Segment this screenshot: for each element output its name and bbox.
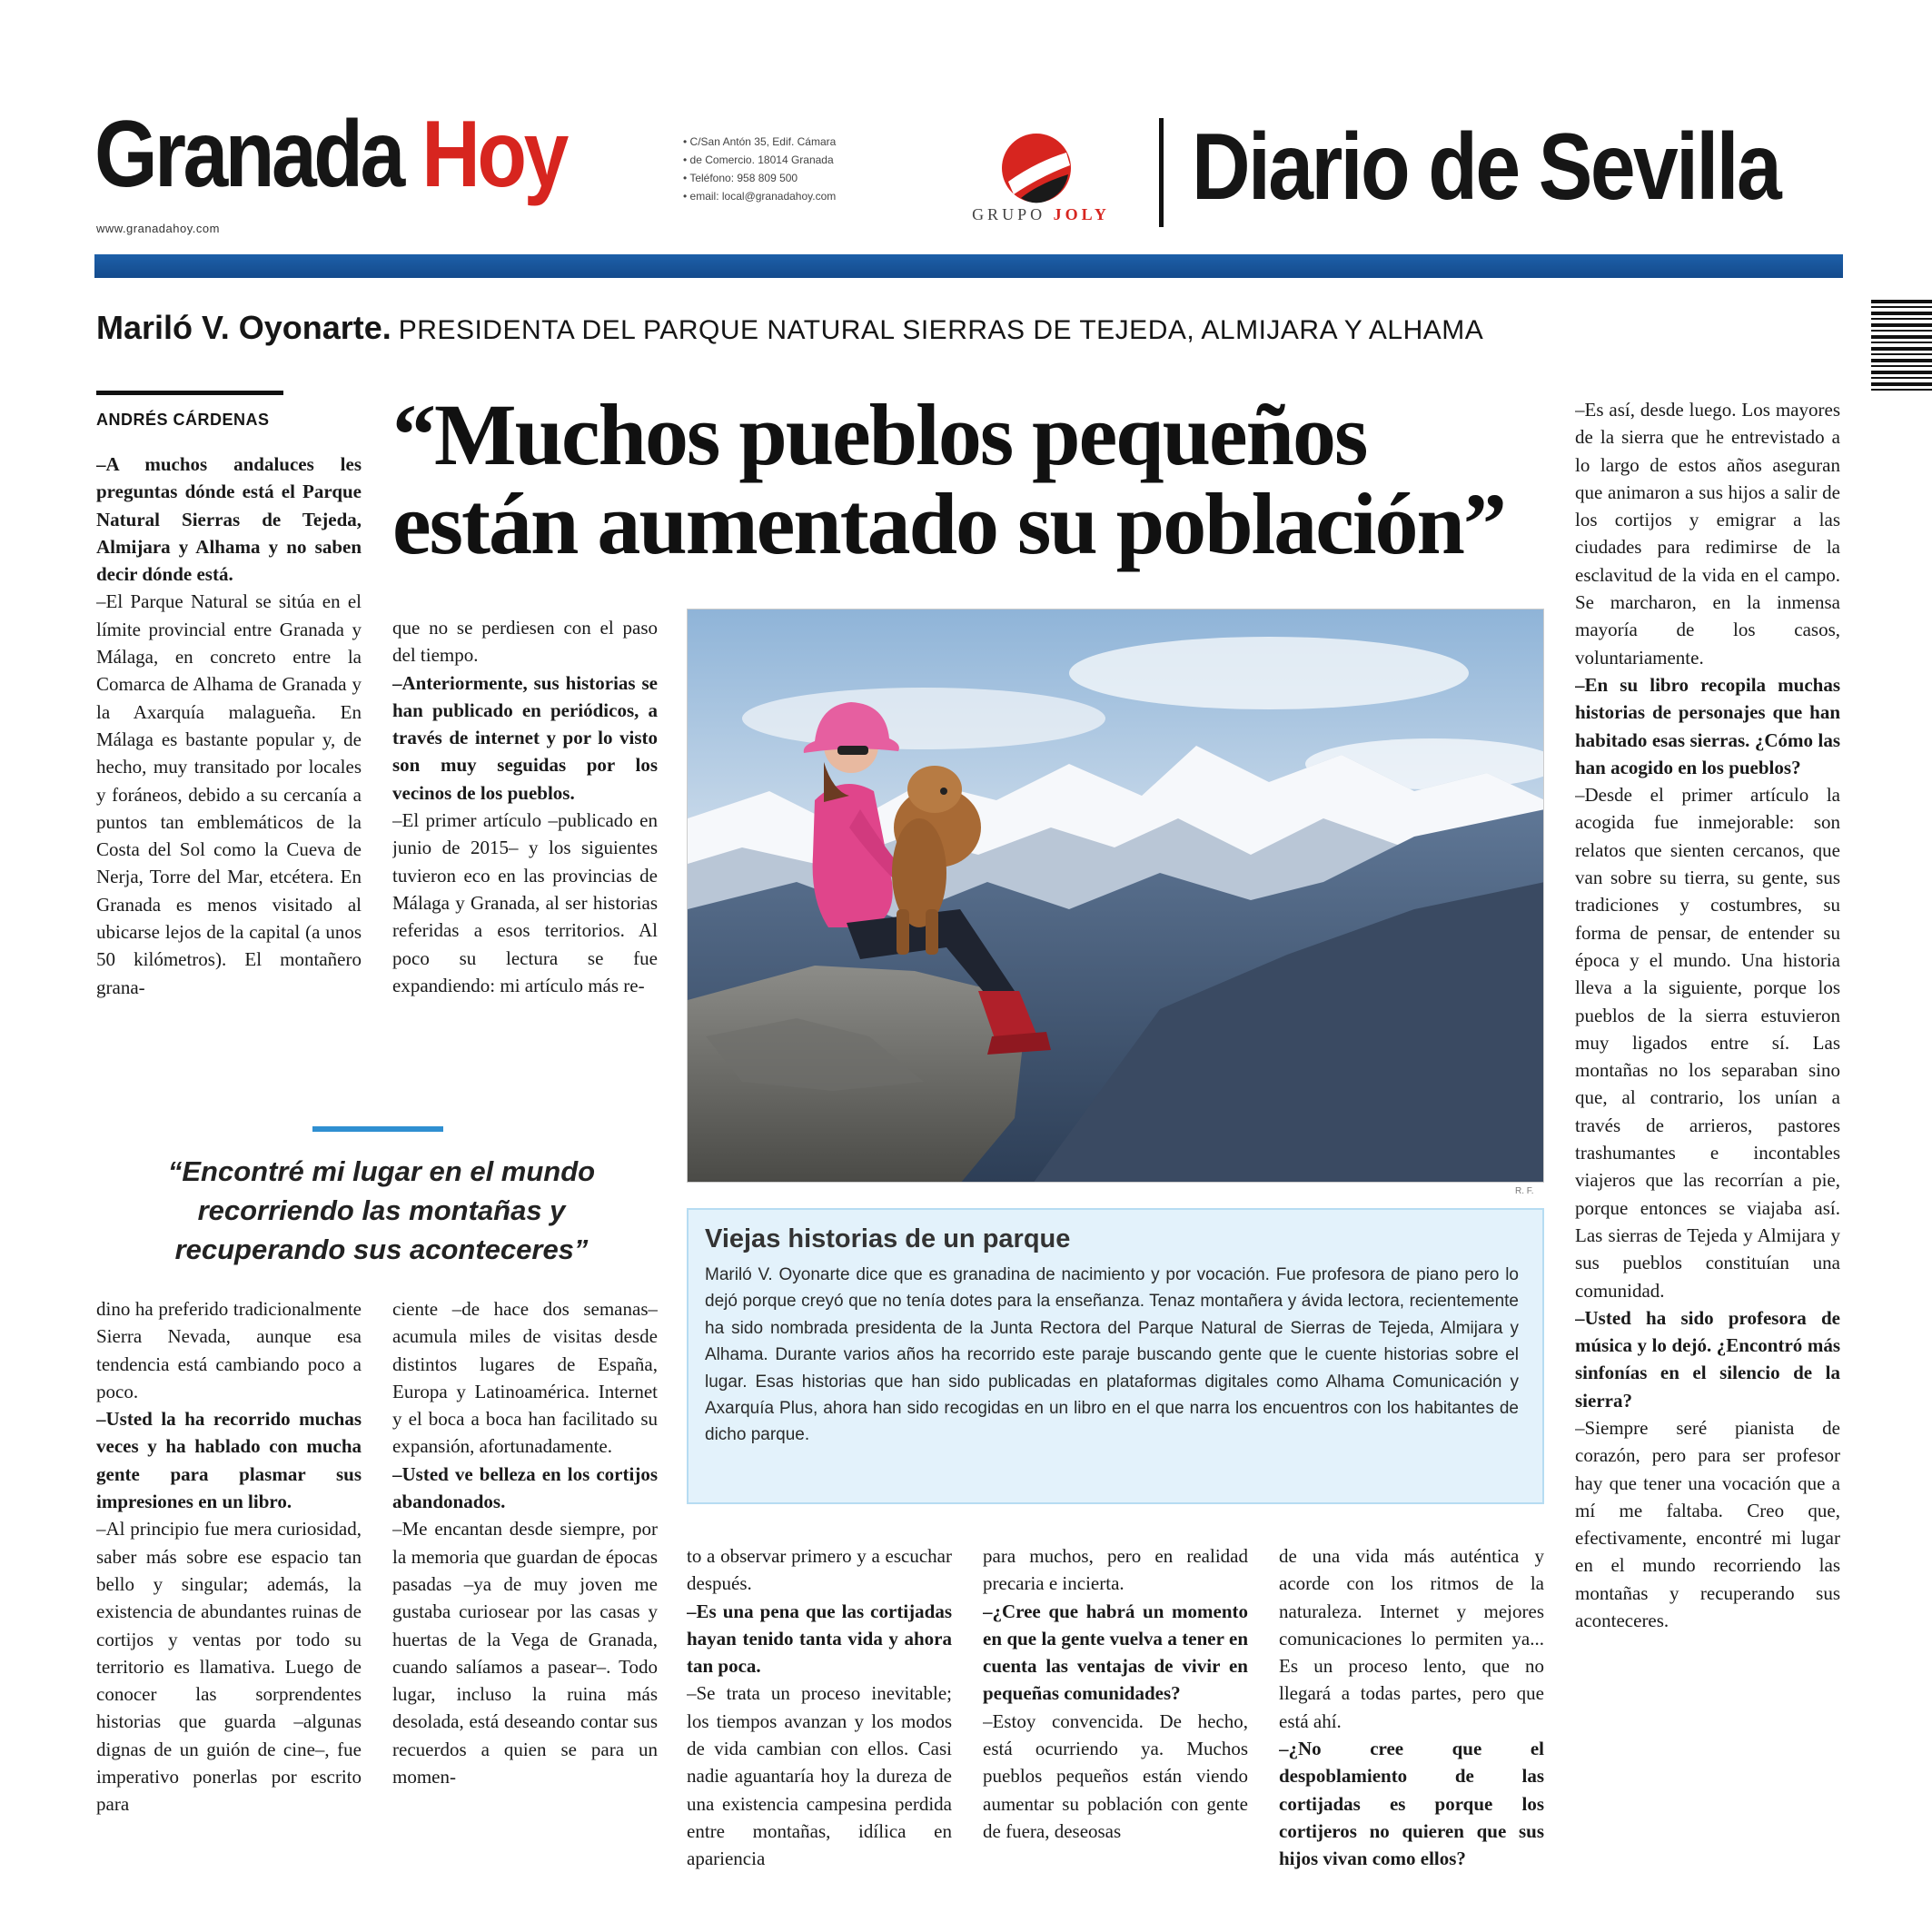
interview-question: –A muchos andaluces les preguntas dónde está el Parque Natural Sierras de Tejeda, Almijara y Alhama y no saben decir dónde está. bbox=[96, 453, 362, 586]
article-column-2-bottom bbox=[392, 1295, 658, 1904]
interview-question: –¿No cree que el despoblamiento de las cortijadas es porque los cortijeros no quieren que sus hijos vivan como ellos? bbox=[1279, 1738, 1544, 1870]
article-photo bbox=[687, 609, 1544, 1183]
address-line: • C/San Antón 35, Edif. Cámara bbox=[683, 133, 910, 151]
sidebar-text: Mariló V. Oyonarte dice que es granadina de nacimiento y por vocación. Fue profesora de piano pero lo dejó porque creyó que no tenía dotes para la enseñanza. Tenaz montañera y ávida lectora, recientemente ha sido nombrada presidenta de la Junta Rectora del Parque Natural de Sierras de Tejeda, Almijara y Alhama. Durante varios años ha recorrido este paraje buscando gente que le cuente historias sobre el lugar. Esas historias que han sido publicadas en plataformas digitales como Alhama Comunicación y Axarquía Plus, ahora han sido recogidas en un libro en el que narra los encuentros con los habitantes de dicho parque. bbox=[705, 1265, 1519, 1445]
photo-credit: R. F. bbox=[1515, 1186, 1534, 1196]
interview-answer: dino ha preferido tradicionalmente Sierra Nevada, aunque esa tendencia está cambiando poco a poco. bbox=[96, 1298, 362, 1402]
headline: “Muchos pueblos pequeños están aumentado su población” bbox=[392, 386, 1505, 572]
interview-answer: –Me encantan desde siempre, por la memoria que guardan de épocas pasadas –ya de muy joven me gustaba curiosear por las casas y huertas de la Vega de Granada, cuando salíamos a pasear–. Todo lugar, incluso la ruina más desolada, está deseando contar sus recuerdos a quien se para un momen- bbox=[392, 1518, 658, 1788]
article-column-5 bbox=[1279, 1542, 1544, 1904]
article-column-3 bbox=[687, 1542, 952, 1904]
interview-question: –Usted ha sido profesora de música y lo dejó. ¿Encontró más sinfonías en el silencio de la sierra? bbox=[1575, 1306, 1840, 1412]
article-column-1-top bbox=[96, 451, 362, 1105]
newspaper-contact-info bbox=[683, 133, 910, 205]
interview-question: –¿Cree que habrá un momento en que la gente vuelva a tener en cuenta las ventajas de vivir en pequeñas comunidades? bbox=[983, 1600, 1248, 1705]
pullquote-rule bbox=[312, 1126, 443, 1132]
sidebar-box bbox=[687, 1208, 1544, 1504]
address-line: • de Comercio. 18014 Granada bbox=[683, 151, 910, 169]
interview-answer: to a observar primero y a escuchar después. bbox=[687, 1545, 952, 1595]
interview-answer: –El Parque Natural se sitúa en el límite provincial entre Granada y Málaga, en concreto entre la Comarca de Alhama de Granada y la Axarquía malagueña. En Málaga es bastante popular y, de hecho, muy transitado por locales y foráneos, debido a su cercanía a puntos tan emblemáticos de la Costa del Sol como la Cueva de Nerja, Torre del Mar, etcétera. En Granada es menos visitado al ubicarse lejos de la capital (a unos 50 kilómetros). El montañero grana- bbox=[96, 590, 362, 998]
interview-answer: –Es así, desde luego. Los mayores de la sierra que he entrevistado a lo largo de estos años aseguran que animaron a sus hijos a salir de los cortijos y emigrar a las ciudades para redimirse de la esclavitud de la vida en el campo. Se marcharon, en la inmensa mayoría de los casos, voluntariamente. bbox=[1575, 399, 1840, 669]
article-column-4 bbox=[983, 1542, 1248, 1904]
interview-question: –En su libro recopila muchas historias de personajes que han habitado esas sierras. ¿Cómo las han acogido en los pueblos? bbox=[1575, 673, 1840, 778]
byline: ANDRÉS CÁRDENAS bbox=[96, 411, 270, 429]
interview-question: –Es una pena que las cortijadas hayan tenido tanta vida y ahora tan poca. bbox=[687, 1600, 952, 1678]
interview-answer: –Siempre seré pianista de corazón, pero para ser profesor hay que tener una vocación que a mí me faltaba. Creo que, efectivamente, encontré mi lugar en el mundo recorriendo las montañas y recuperando sus aconteceres. bbox=[1575, 1416, 1840, 1632]
logo-granada-word: Granada bbox=[94, 102, 402, 207]
masthead-divider bbox=[1159, 118, 1164, 227]
kicker-role: PRESIDENTA DEL PARQUE NATURAL SIERRAS DE TEJEDA, ALMIJARA Y ALHAMA bbox=[398, 315, 1484, 345]
interview-question: –Usted la ha recorrido muchas veces y ha hablado con mucha gente para plasmar sus impresiones en un libro. bbox=[96, 1408, 362, 1513]
newspaper-website: www.granadahoy.com bbox=[96, 222, 220, 235]
logo-hoy-word: Hoy bbox=[421, 102, 566, 207]
interview-answer: –Al principio fue mera curiosidad, saber más sobre ese espacio tan bello y singular; además, la existencia de abundantes ruinas de cortijos y ventas por todo su territorio es llamativa. Luego de conocer las sorprendentes historias que guarda –algunas dignas de un guión de cine–, fue imperativo ponerlas por escrito para bbox=[96, 1518, 362, 1816]
email-line: • email: local@granadahoy.com bbox=[683, 187, 910, 205]
joly-word: JOLY bbox=[1053, 205, 1110, 223]
page-edge-barcode bbox=[1871, 300, 1932, 391]
interview-question: –Anteriormente, sus historias se han publicado en periódicos, a través de internet y por lo visto son muy seguidas por los vecinos de los pueblos. bbox=[392, 671, 658, 804]
article-kicker bbox=[96, 309, 1483, 347]
diario-de-sevilla-logo: Diario de Sevilla bbox=[1192, 114, 1780, 220]
article-column-1-bottom bbox=[96, 1295, 362, 1904]
interview-answer: –El primer artículo –publicado en junio de 2015– y los siguientes tuvieron eco en las provincias de Málaga y Granada, al ser historias referidas a esos territorios. Al poco su lectura se fue expandiendo: mi artículo más re- bbox=[392, 809, 658, 996]
article-column-2-top bbox=[392, 614, 658, 1105]
granada-hoy-logo bbox=[94, 102, 566, 207]
interview-answer: para muchos, pero en realidad precaria e incierta. bbox=[983, 1545, 1248, 1595]
interview-answer: ciente –de hace dos semanas– acumula miles de visitas desde distintos lugares de España, Europa y Latinoamérica. Internet y el boca a boca han facilitado su expansión, afortunadamente. bbox=[392, 1298, 658, 1458]
article-column-6 bbox=[1575, 396, 1840, 1904]
grupo-joly-emblem-icon bbox=[994, 125, 1079, 211]
grupo-word: GRUPO bbox=[972, 205, 1046, 223]
phone-line: • Teléfono: 958 809 500 bbox=[683, 169, 910, 187]
interview-answer: de una vida más auténtica y acorde con los ritmos de la naturaleza. Internet y mejores comunicaciones lo permiten ya... Es un proceso lento, que no llegará a todas partes, pero que está ahí. bbox=[1279, 1545, 1544, 1732]
sidebar-title: Viejas historias de un parque bbox=[705, 1224, 1071, 1253]
interview-answer: –Estoy convencida. De hecho, está ocurriendo ya. Muchos pueblos pequeños están viendo aumentar su población con gente de fuera, deseosas bbox=[983, 1709, 1248, 1842]
interview-answer: –Se trata un proceso inevitable; los tiempos avanzan y los modos de vida cambian con ellos. Casi nadie aguantaría hoy la dureza de una existencia campesina perdida entre montañas, idílica en apariencia bbox=[687, 1682, 952, 1870]
interview-question: –Usted ve belleza en los cortijos abandonados. bbox=[392, 1462, 658, 1513]
interview-answer: –Desde el primer artículo la acogida fue inmejorable: son relatos que sienten cercanos, que van sobre su tierra, su gente, sus tradiciones y costumbres, su forma de pensar, de entender su época y el mundo. Una historia lleva a la siguiente, porque los pueblos de la sierra estuvieron muy ligados entre sí. Las montañas no los separaban sino que, al contrario, los unían a través de arrieros, pastores trashumantes e incontables viajeros que las recorrían a pie, porque entonces se viajaba así. Las sierras de Tejeda y Almijara y sus pueblos constituían una comunidad. bbox=[1575, 784, 1840, 1302]
pull-quote: “Encontré mi lugar en el mundo recorriendo las montañas y recuperando sus aconteceres” bbox=[167, 1155, 596, 1265]
section-color-bar bbox=[94, 254, 1843, 278]
byline-rule bbox=[96, 391, 283, 395]
grupo-joly-wordmark bbox=[950, 205, 1132, 224]
interview-answer: que no se perdiesen con el paso del tiempo. bbox=[392, 617, 658, 667]
kicker-name: Mariló V. Oyonarte. bbox=[96, 309, 391, 346]
